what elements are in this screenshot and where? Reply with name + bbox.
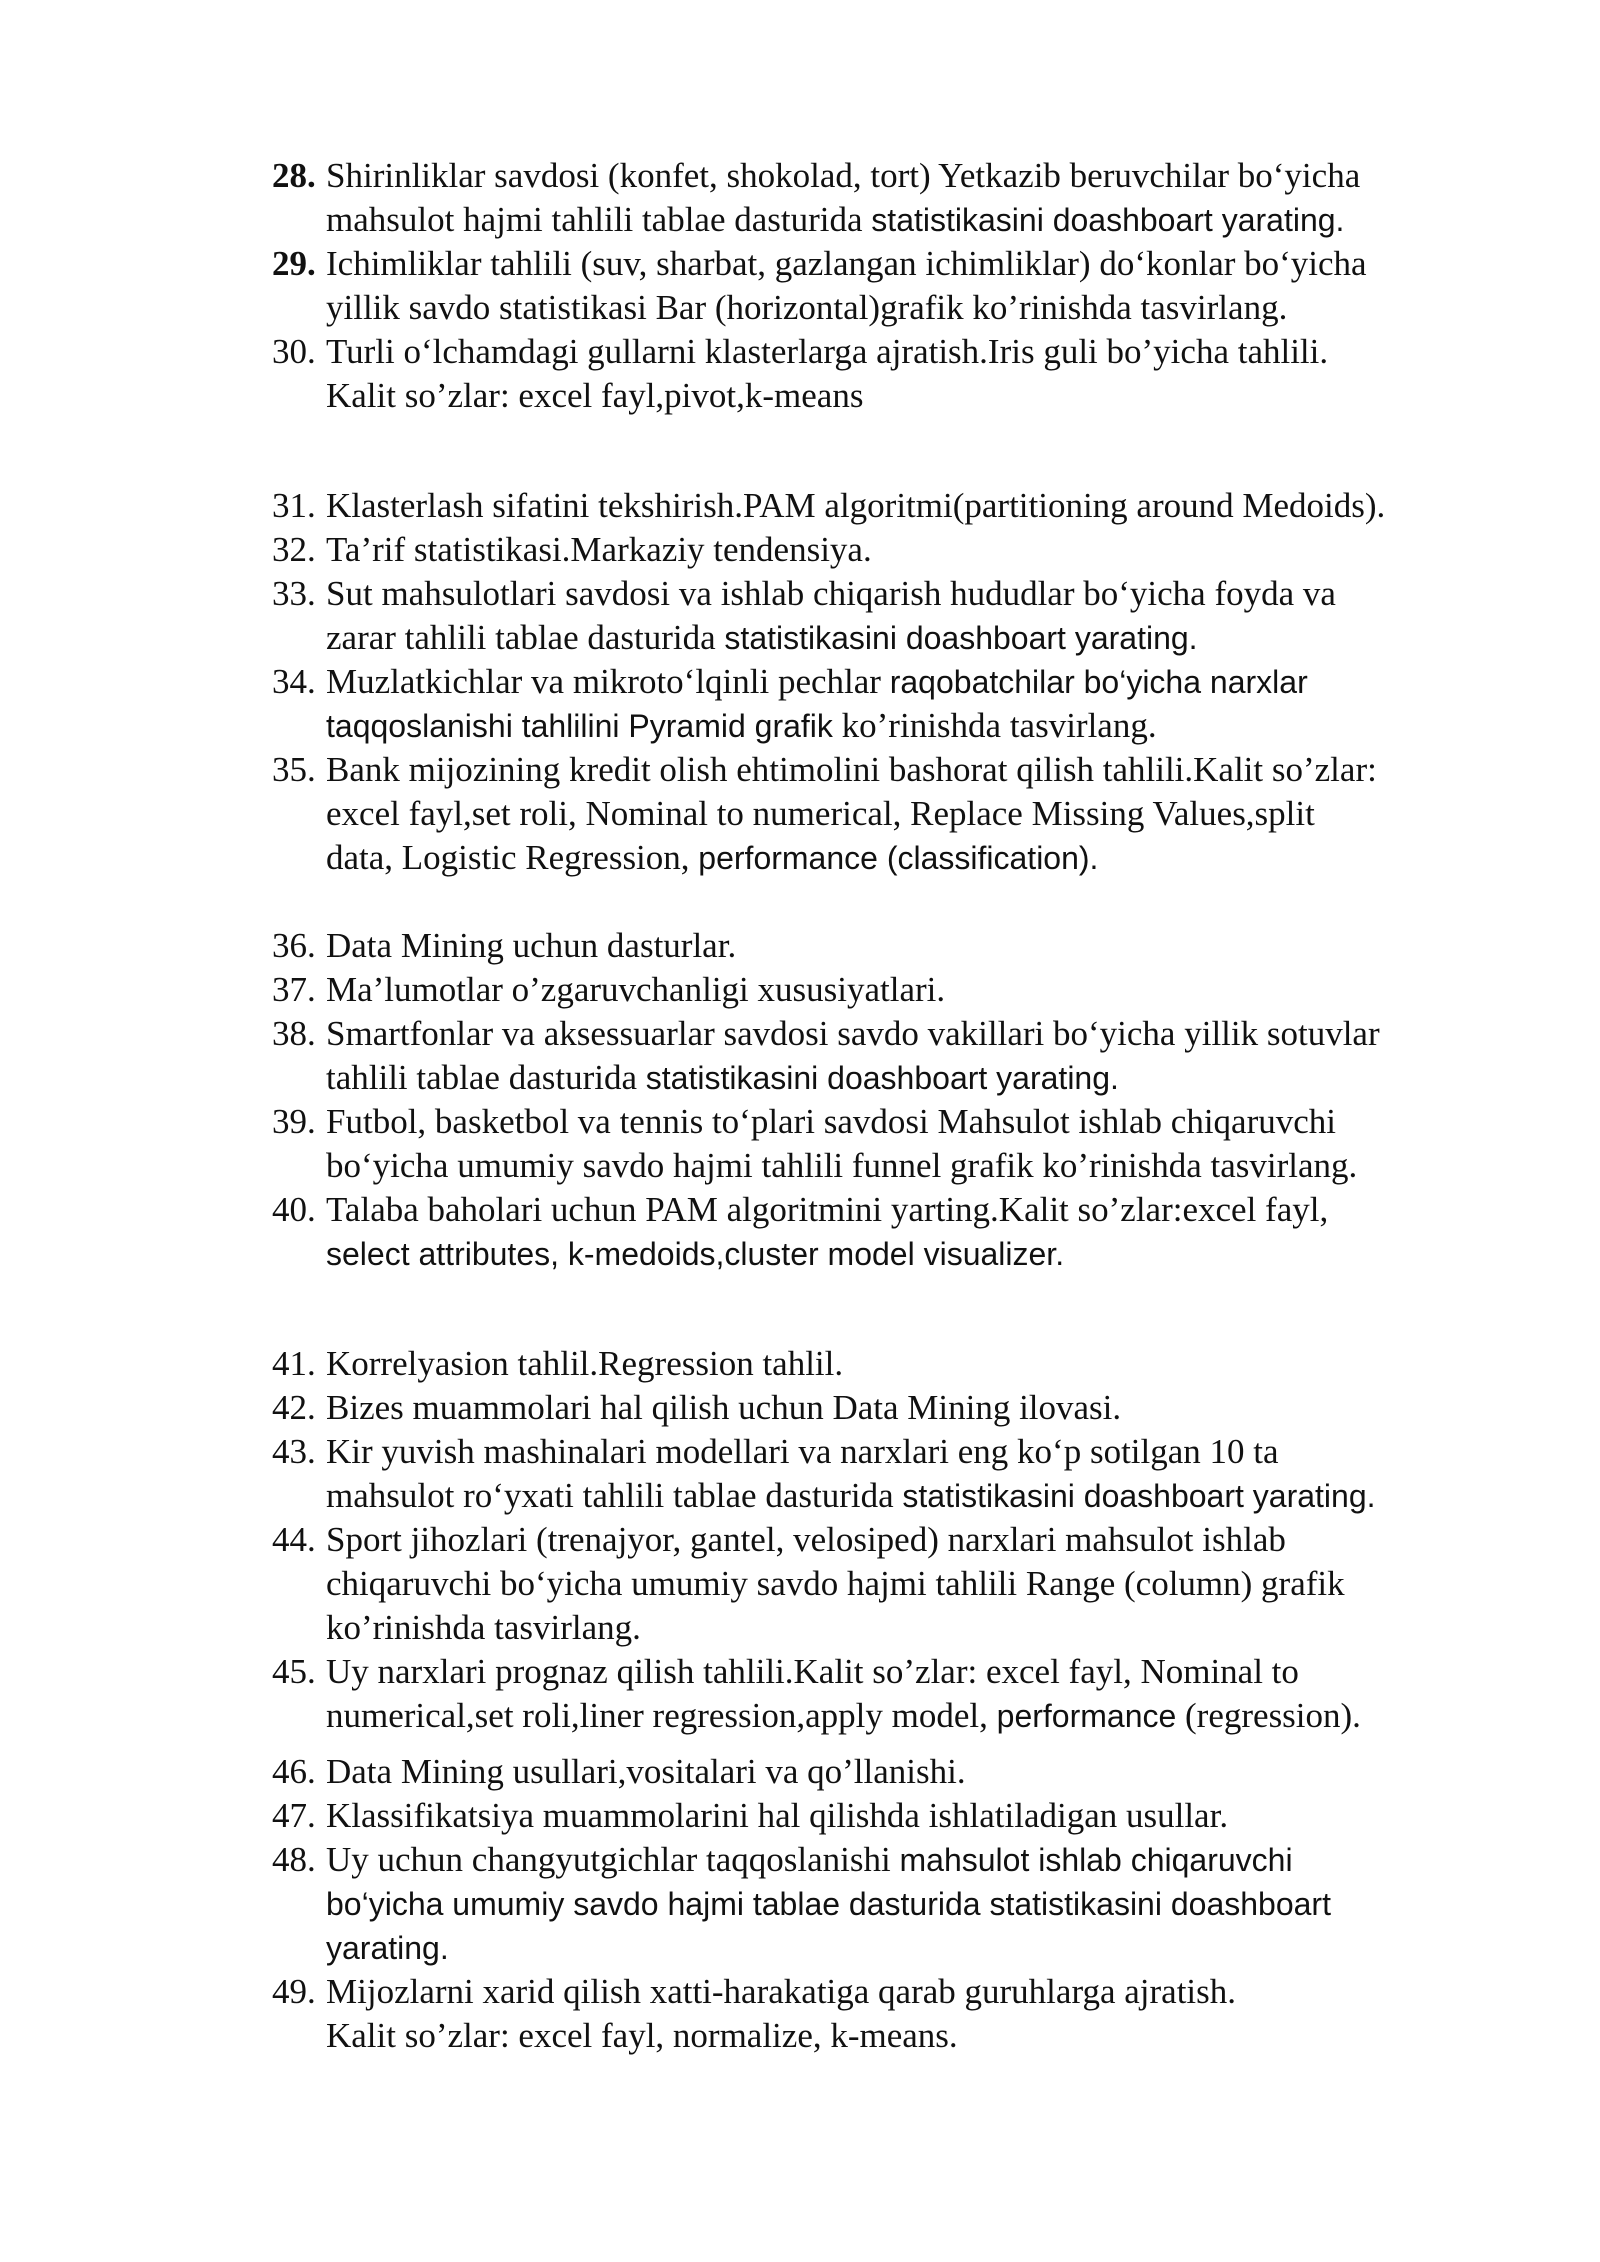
- item-number: 35.: [272, 750, 316, 789]
- line-text-serif: Kir yuvish mashinalari modellari va narxlari eng ko‘p sotilgan 10 ta: [326, 1432, 1279, 1471]
- item-number: 45.: [272, 1652, 316, 1691]
- list-item: [272, 330, 1512, 418]
- item-line: [326, 1056, 1512, 1100]
- line-text-serif: Klasterlash sifatini tekshirish.PAM algoritmi(partitioning around Medoids).: [326, 486, 1386, 525]
- item-text: [326, 330, 1512, 418]
- item-text: [326, 1430, 1512, 1518]
- item-line: [326, 968, 1512, 1012]
- question-list: [272, 154, 1512, 2058]
- line-text-serif: yillik savdo statistikasi Bar (horizontal)grafik ko’rinishda tasvirlang.: [326, 288, 1288, 327]
- item-text: [326, 1100, 1512, 1188]
- line-text-serif: Data Mining usullari,vositalari va qo’llanishi.: [326, 1752, 966, 1791]
- item-line: [326, 1750, 1512, 1794]
- item-text: [326, 1342, 1512, 1386]
- line-text-serif: Smartfonlar va aksessuarlar savdosi savdo vakillari bo‘yicha yillik sotuvlar: [326, 1014, 1380, 1053]
- list-item: [272, 1342, 1512, 1386]
- item-line: [326, 1386, 1512, 1430]
- item-text: [326, 572, 1512, 660]
- line-text-serif: Ma’lumotlar o’zgaruvchanligi xususiyatlari.: [326, 970, 946, 1009]
- line-text-serif: data, Logistic Regression,: [326, 838, 699, 877]
- line-text-serif: mahsulot hajmi tahlili tablae dasturida: [326, 200, 872, 239]
- item-text: [326, 968, 1512, 1012]
- line-text-serif: Turli o‘lchamdagi gullarni klasterlarga ajratish.Iris guli bo’yicha tahlili.: [326, 332, 1329, 371]
- item-number: 44.: [272, 1520, 316, 1559]
- item-line: [326, 1144, 1512, 1188]
- item-line: [326, 1188, 1512, 1232]
- item-number: 48.: [272, 1840, 316, 1879]
- list-item: [272, 1750, 1512, 1794]
- list-item: [272, 1188, 1512, 1276]
- list-item: [272, 660, 1512, 748]
- line-text-serif: Bizes muammolari hal qilish uchun Data Mining ilovasi.: [326, 1388, 1122, 1427]
- list-item: [272, 1012, 1512, 1100]
- line-text-serif: Sport jihozlari (trenajyor, gantel, velosiped) narxlari mahsulot ishlab: [326, 1520, 1286, 1559]
- list-item: [272, 1794, 1512, 1838]
- item-line: [326, 748, 1512, 792]
- line-text-sans: mahsulot ishlab chiqaruvchi: [899, 1842, 1293, 1878]
- item-number: 39.: [272, 1102, 316, 1141]
- item-number: 38.: [272, 1014, 316, 1053]
- line-text-serif: Uy narxlari prognaz qilish tahlili.Kalit so’zlar: excel fayl, Nominal to: [326, 1652, 1299, 1691]
- line-text-sans: statistikasini doashboart yarating.: [724, 620, 1198, 656]
- item-line: [326, 1100, 1512, 1144]
- list-item: [272, 572, 1512, 660]
- line-text-serif: chiqaruvchi bo‘yicha umumiy savdo hajmi tahlili Range (column) grafik: [326, 1564, 1345, 1603]
- line-text-sans: bo‘yicha umumiy savdo hajmi tablae dasturida statistikasini doashboart: [326, 1886, 1331, 1922]
- item-line: [326, 1518, 1512, 1562]
- item-line: [326, 528, 1512, 572]
- item-text: [326, 1518, 1512, 1650]
- line-text-serif: numerical,set roli,liner regression,apply model,: [326, 1696, 997, 1735]
- list-item: [272, 484, 1512, 528]
- line-text-sans: statistikasini doashboart yarating.: [902, 1478, 1376, 1514]
- item-line: [326, 1926, 1512, 1970]
- item-line: [326, 792, 1512, 836]
- item-line: [326, 704, 1512, 748]
- line-text-serif: Kalit so’zlar: excel fayl,pivot,k-means: [326, 376, 864, 415]
- line-text-serif: Ichimliklar tahlili (suv, sharbat, gazlangan ichimliklar) do‘konlar bo‘yicha: [326, 244, 1367, 283]
- line-text-serif: Klassifikatsiya muammolarini hal qilishda ishlatiladigan usullar.: [326, 1796, 1229, 1835]
- list-item: [272, 968, 1512, 1012]
- item-line: [326, 572, 1512, 616]
- item-number: 31.: [272, 486, 316, 525]
- line-text-serif: zarar tahlili tablae dasturida: [326, 618, 725, 657]
- line-text-sans: statistikasini doashboart yarating.: [871, 202, 1345, 238]
- item-number: 41.: [272, 1344, 316, 1383]
- item-number: 46.: [272, 1752, 316, 1791]
- line-text-serif: bo‘yicha umumiy savdo hajmi tahlili funnel grafik ko’rinishda tasvirlang.: [326, 1146, 1358, 1185]
- item-line: [326, 330, 1512, 374]
- list-item: [272, 1386, 1512, 1430]
- line-text-serif: Talaba baholari uchun PAM algoritmini yarting.Kalit so’zlar:excel fayl,: [326, 1190, 1329, 1229]
- item-line: [326, 1342, 1512, 1386]
- line-text-serif: ko’rinishda tasvirlang.: [326, 1608, 641, 1647]
- item-line: [326, 1694, 1512, 1738]
- item-line: [326, 1562, 1512, 1606]
- item-number: 32.: [272, 530, 316, 569]
- item-number: 30.: [272, 332, 316, 371]
- item-number: 34.: [272, 662, 316, 701]
- line-text-serif: Bank mijozining kredit olish ehtimolini bashorat qilish tahlili.Kalit so’zlar:: [326, 750, 1377, 789]
- item-number: 33.: [272, 574, 316, 613]
- item-text: [326, 1970, 1512, 2058]
- line-text-serif: Mijozlarni xarid qilish xatti-harakatiga qarab guruhlarga ajratish.: [326, 1972, 1237, 2011]
- list-item: [272, 1100, 1512, 1188]
- line-text-sans: performance: [996, 1698, 1177, 1734]
- item-text: [326, 154, 1512, 242]
- item-line: [326, 1970, 1512, 2014]
- list-item: [272, 1518, 1512, 1650]
- line-text-sans: performance (classification).: [698, 840, 1099, 876]
- item-number: 37.: [272, 970, 316, 1009]
- line-text-sans: select attributes, k-medoids,cluster model visualizer.: [326, 1236, 1065, 1272]
- item-line: [326, 374, 1512, 418]
- item-line: [326, 154, 1512, 198]
- item-line: [326, 1882, 1512, 1926]
- item-number: 42.: [272, 1388, 316, 1427]
- list-item: [272, 924, 1512, 968]
- item-text: [326, 660, 1512, 748]
- line-text-serif-after: (regression).: [1176, 1696, 1361, 1735]
- line-text-serif: excel fayl,set roli, Nominal to numerical, Replace Missing Values,split: [326, 794, 1315, 833]
- list-item: [272, 1970, 1512, 2058]
- line-text-serif: Futbol, basketbol va tennis to‘plari savdosi Mahsulot ishlab chiqaruvchi: [326, 1102, 1336, 1141]
- item-text: [326, 1838, 1512, 1970]
- item-text: [326, 924, 1512, 968]
- list-item: [272, 1430, 1512, 1518]
- item-line: [326, 286, 1512, 330]
- item-number: 29.: [272, 244, 316, 283]
- item-text: [326, 1188, 1512, 1276]
- item-number: 47.: [272, 1796, 316, 1835]
- item-line: [326, 660, 1512, 704]
- item-line: [326, 1794, 1512, 1838]
- line-text-serif: Data Mining uchun dasturlar.: [326, 926, 737, 965]
- list-item: [272, 528, 1512, 572]
- item-line: [326, 836, 1512, 880]
- item-line: [326, 1430, 1512, 1474]
- item-number: 49.: [272, 1972, 316, 2011]
- line-text-sans: raqobatchilar bo‘yicha narxlar: [889, 664, 1308, 700]
- line-text-serif: tahlili tablae dasturida: [326, 1058, 646, 1097]
- line-text-serif: Muzlatkichlar va mikroto‘lqinli pechlar: [326, 662, 890, 701]
- item-line: [326, 1474, 1512, 1518]
- list-item: [272, 1838, 1512, 1970]
- item-text: [326, 1794, 1512, 1838]
- line-text-serif: Ta’rif statistikasi.Markaziy tendensiya.: [326, 530, 872, 569]
- item-line: [326, 2014, 1512, 2058]
- line-text-serif: Shirinliklar savdosi (konfet, shokolad, tort) Yetkazib beruvchilar bo‘yicha: [326, 156, 1361, 195]
- item-line: [326, 242, 1512, 286]
- item-text: [326, 484, 1512, 528]
- item-line: [326, 1606, 1512, 1650]
- line-text-serif: Sut mahsulotlari savdosi va ishlab chiqarish hududlar bo‘yicha foyda va: [326, 574, 1336, 613]
- line-text-serif-after: ko’rinishda tasvirlang.: [832, 706, 1157, 745]
- item-line: [326, 484, 1512, 528]
- item-line: [326, 1012, 1512, 1056]
- line-text-sans: yarating.: [326, 1930, 449, 1966]
- item-text: [326, 748, 1512, 880]
- item-text: [326, 242, 1512, 330]
- item-line: [326, 1838, 1512, 1882]
- item-line: [326, 616, 1512, 660]
- item-line: [326, 1650, 1512, 1694]
- item-number: 28.: [272, 156, 316, 195]
- item-number: 40.: [272, 1190, 316, 1229]
- item-line: [326, 198, 1512, 242]
- line-text-serif: Korrelyasion tahlil.Regression tahlil.: [326, 1344, 844, 1383]
- item-line: [326, 924, 1512, 968]
- list-item: [272, 242, 1512, 330]
- line-text-sans: statistikasini doashboart yarating.: [645, 1060, 1119, 1096]
- list-item: [272, 1650, 1512, 1738]
- line-text-serif: Kalit so’zlar: excel fayl, normalize, k-means.: [326, 2016, 958, 2055]
- item-text: [326, 1012, 1512, 1100]
- item-number: 43.: [272, 1432, 316, 1471]
- item-text: [326, 528, 1512, 572]
- item-number: 36.: [272, 926, 316, 965]
- line-text-serif: mahsulot ro‘yxati tahlili tablae dasturida: [326, 1476, 903, 1515]
- item-text: [326, 1650, 1512, 1738]
- item-text: [326, 1386, 1512, 1430]
- line-text-sans: taqqoslanishi tahlilini Pyramid grafik: [326, 708, 833, 744]
- item-line: [326, 1232, 1512, 1276]
- list-item: [272, 748, 1512, 880]
- line-text-serif: Uy uchun changyutgichlar taqqoslanishi: [326, 1840, 900, 1879]
- item-text: [326, 1750, 1512, 1794]
- list-item: [272, 154, 1512, 242]
